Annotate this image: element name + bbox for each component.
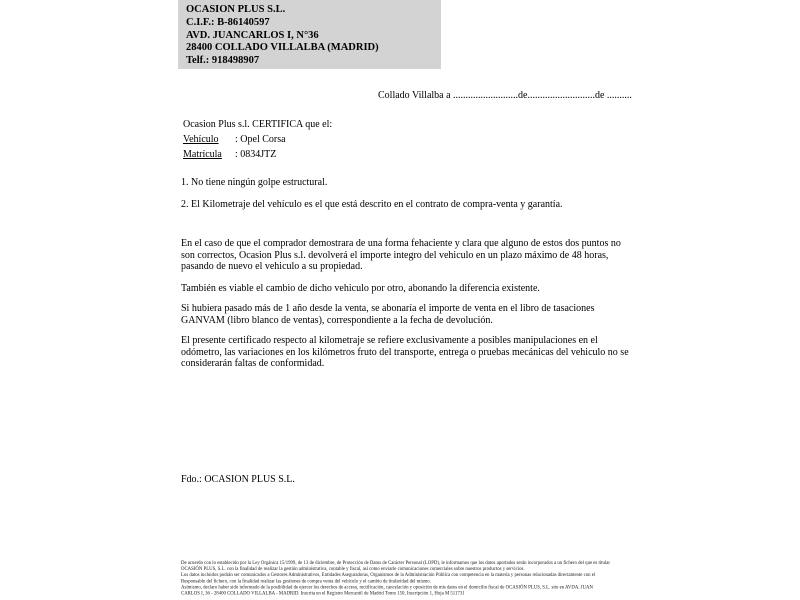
company-name: OCASION PLUS S.L. — [186, 4, 286, 15]
refund-paragraph: En el caso de que el comprador demostrara de una forma fehaciente y clara que alguno de estos dos puntos no son correctos, Ocasion Plus s.l. devolverá el importe integro del vehiculo en un plazo máximo de 48 horas, pasando de nuevo el vehiculo a su propiedad. — [181, 238, 621, 272]
company-address: AVD. JUANCARLOS I, N°36 — [186, 29, 319, 41]
certification-intro: Ocasion Plus s.l. CERTIFICA que el: — [183, 119, 333, 130]
plate-row — [183, 147, 332, 162]
vehicle-value: : Opel Corsa — [235, 134, 286, 145]
legal-line-3: Los datos incluidos podrán ser comunicados a Gestores Administrativos, Entidades Aseguradoras, Organismos de la Administración Pública con competencia en la materia y personas relacionadas directamente con el — [181, 572, 596, 578]
company-city: 28400 COLLADO VILLALBA (MADRID) — [186, 42, 379, 54]
certification-block — [183, 117, 332, 162]
vehicle-row — [183, 132, 332, 147]
company-phone: Telf.: 918498907 — [186, 55, 260, 67]
plate-value: : 0834JTZ — [235, 149, 277, 160]
ganvam-paragraph: Si hubiera pasado más de 1 año desde la venta, se abonaría el importe de venta en el libro de tasaciones GANVAM (libro blanco de ventas), correspondiente a la fecha de devolución. — [181, 303, 595, 326]
company-cif: C.I.F.: B-86140597 — [186, 16, 270, 28]
legal-line-6: CARLOS I, 36 - 28400 COLLADO VILLALBA - MADRID. Inscrita en el Registro Mercantil de Madrid Tomo 150, Inscripción 1, Hoja M 511731 — [181, 590, 465, 597]
exchange-paragraph: También es viable el cambio de dicho vehiculo por otro, abonando la diferencia existente. — [181, 283, 540, 294]
signature-line: Fdo.: OCASION PLUS S.L. — [181, 474, 295, 485]
legal-fine-print — [181, 560, 613, 597]
date-fill-in-line: Collado Villalba a ..........................de...........................de .......... — [378, 90, 632, 101]
legal-line-2: OCASIÓN PLUS, S.L. con la finalidad de realizar la gestión administrativa, contable y fiscal, así como enviarle comunicaciones comerciales sobre nuestros productos y servicios. — [181, 566, 525, 572]
condition-point-2: 2. El Kilometraje del vehículo es el que está descrito en el contrato de compra-venta y garantía. — [181, 199, 563, 210]
legal-line-1: De acuerdo con lo establecido por la Ley Orgánica 15/1999, de 13 de diciembre, de Protección de Datos de Carácter Personal (LOPD), le informamos que los datos aportados serán incorporados a un fichero del que es titular — [181, 560, 610, 566]
letterhead-box — [178, 0, 441, 69]
legal-line-5: Asimismo, declaro haber sido informado de la posibilidad de ejercer los derechos de acceso, rectificación, cancelación y oposición de mis datos en el domicilio fiscal de OCASIÓN PLUS, S.L. sito en AVDA. JUAN — [181, 584, 593, 590]
vehicle-label: Vehículo — [183, 134, 219, 145]
condition-point-1: 1. No tiene ningún golpe estructural. — [181, 177, 328, 188]
legal-line-4: Responsable del fichero, con la finalidad realizar las gestiones de compra venta del vehículo y el cambio de titularidad del mismo. — [181, 578, 431, 584]
odometer-paragraph: El presente certificado respecto al kilometraje se refiere exclusivamente a posibles manipulaciones en el odómetro, las variaciones en los kilómetros fruto del transporte, entrega o pruebas mecánicas del vehiculo no se considerarán faltas de conformidad. — [181, 335, 629, 369]
plate-label: Matrícula — [183, 149, 222, 160]
